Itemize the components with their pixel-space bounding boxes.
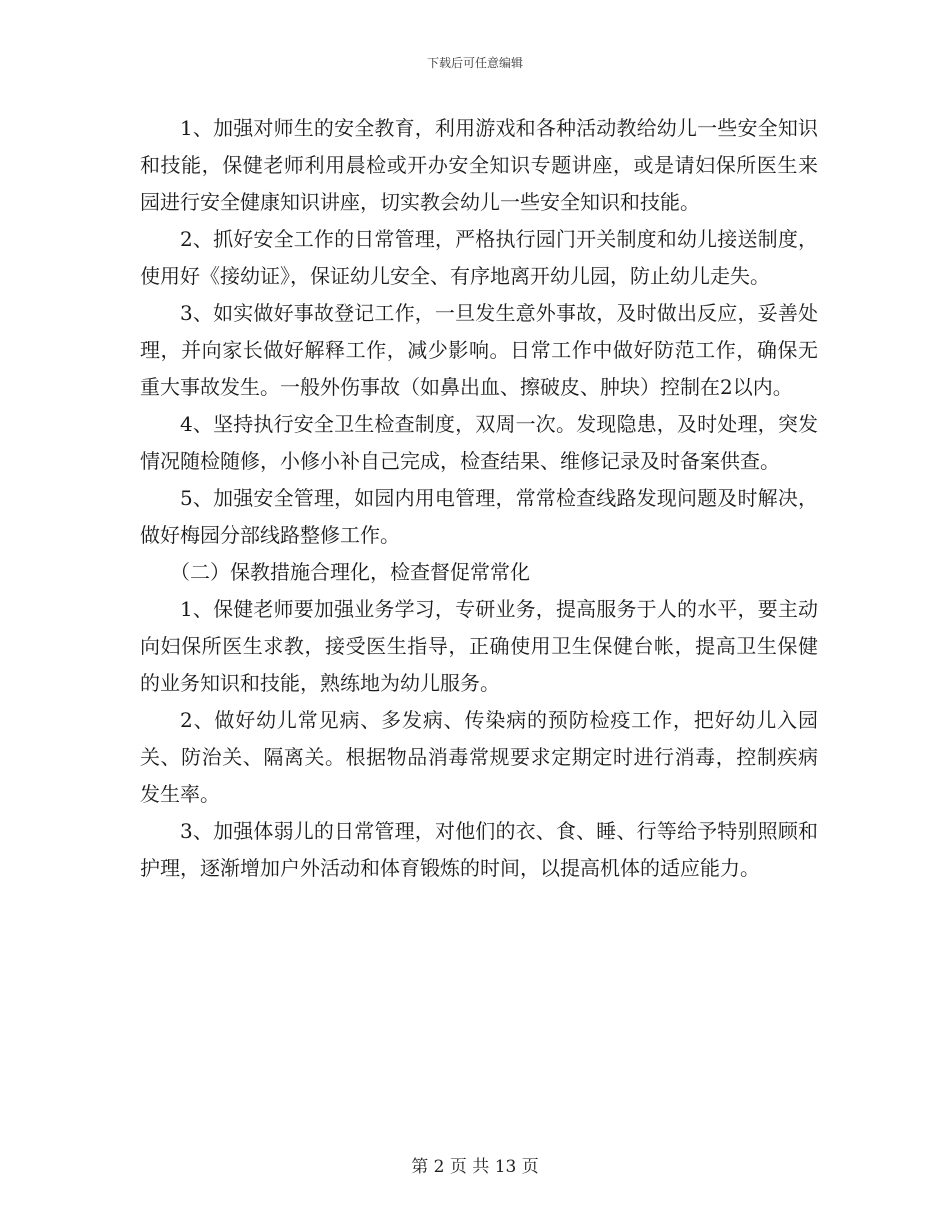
page-number: 第 2 页 共 13 页 xyxy=(411,1157,539,1177)
paragraph-5: 5、加强安全管理，如园内用电管理，常常检查线路发现问题及时解决，做好梅园分部线路整修工作。 xyxy=(140,486,818,547)
paragraph-4: 4、坚持执行安全卫生检查制度，双周一次。发现隐患，及时处理，突发情况随检随修，小修小补自己完成，检查结果、维修记录及时备案供查。 xyxy=(140,412,818,473)
paragraph-6: 1、保健老师要加强业务学习，专研业务，提高服务于人的水平，要主动向妇保所医生求教，接受医生指导，正确使用卫生保健台帐，提高卫生保健的业务知识和技能，熟练地为幼儿服务。 xyxy=(140,597,818,695)
paragraph-2: 2、抓好安全工作的日常管理，严格执行园门开关制度和幼儿接送制度，使用好《接幼证》，保证幼儿安全、有序地离开幼儿园，防止幼儿走失。 xyxy=(140,227,818,288)
paragraph-1: 1、加强对师生的安全教育，利用游戏和各种活动教给幼儿一些安全知识和技能，保健老师利用晨检或开办安全知识专题讲座，或是请妇保所医生来园进行安全健康知识讲座，切实教会幼儿一些安全知识和技能。 xyxy=(140,116,818,214)
paragraph-8: 3、加强体弱儿的日常管理，对他们的衣、食、睡、行等给予特别照顾和护理，逐渐增加户外活动和体育锻炼的时间，以提高机体的适应能力。 xyxy=(140,819,818,880)
paragraph-7: 2、做好幼儿常见病、多发病、传染病的预防检疫工作，把好幼儿入园关、防治关、隔离关。根据物品消毒常规要求定期定时进行消毒，控制疾病发生率。 xyxy=(140,708,818,806)
paragraph-3: 3、如实做好事故登记工作，一旦发生意外事故，及时做出反应，妥善处理，并向家长做好解释工作，减少影响。日常工作中做好防范工作，确保无重大事故发生。一般外伤事故（如鼻出血、擦破皮、肿块）控制在2以内。 xyxy=(140,301,818,399)
document-body xyxy=(140,110,818,887)
header-note: 下载后可任意编辑 xyxy=(426,56,523,70)
section-heading: （二）保教措施合理化，检查督促常常化 xyxy=(170,560,530,584)
